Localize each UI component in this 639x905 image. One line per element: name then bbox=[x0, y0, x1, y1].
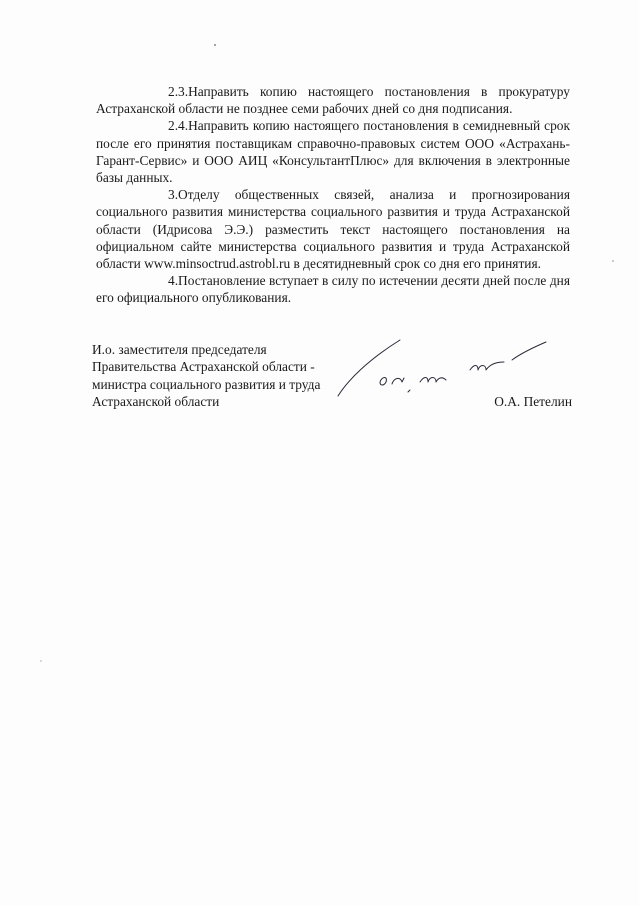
paragraph-text: Направить копию настоящего постановления в семидневный срок после его принятия поставщикам справочно-правовых систем ООО «Астрахань-Гарант-Сервис» и ООО АИЦ «КонсультантПлюс» для включения в электронные базы данных. bbox=[96, 118, 570, 186]
signatory-title-line: Астраханской области bbox=[92, 394, 220, 410]
scan-speck bbox=[40, 660, 42, 662]
signatory-title bbox=[92, 341, 352, 411]
paragraph-number: 2.3. bbox=[168, 84, 189, 99]
signatory-name: О.А. Петелин bbox=[494, 394, 572, 409]
paragraph-2-4 bbox=[96, 117, 570, 186]
paragraph-number: 2.4. bbox=[168, 118, 189, 134]
paragraph-number: 4. bbox=[168, 273, 179, 289]
paragraph-text: Направить копию настоящего постановления в прокуратуру Астраханской области не позднее семи рабочих дней со дня подписания. bbox=[96, 84, 570, 117]
paragraph-4 bbox=[96, 272, 570, 306]
signatory-title-line: министра социального развития и труда bbox=[92, 376, 321, 392]
paragraph-2-3 bbox=[96, 83, 570, 117]
paragraph-text: Постановление вступает в силу по истечении десяти дней после дня его официального опубликования. bbox=[96, 273, 570, 306]
paragraph-3 bbox=[96, 186, 570, 272]
handwritten-signature bbox=[320, 332, 550, 402]
signatory-title-line: И.о. заместителя председателя bbox=[92, 342, 267, 357]
signatory-title-line: Правительства Астраханской области - bbox=[92, 359, 315, 375]
document-body bbox=[96, 83, 570, 307]
scan-speck bbox=[214, 44, 216, 46]
scan-speck bbox=[612, 260, 614, 262]
paragraph-text: Отделу общественных связей, анализа и прогнозирования социального развития министерства социального развития и труда Астраханской области (Идрисова Э.Э.) разместить текст настоящего постановления на официальном сайте министерства социального развития и труда Астраханской области www.minsoctrud.astrobl.ru в десятидневный срок со дня его принятия. bbox=[96, 187, 570, 272]
paragraph-number: 3. bbox=[168, 187, 179, 203]
